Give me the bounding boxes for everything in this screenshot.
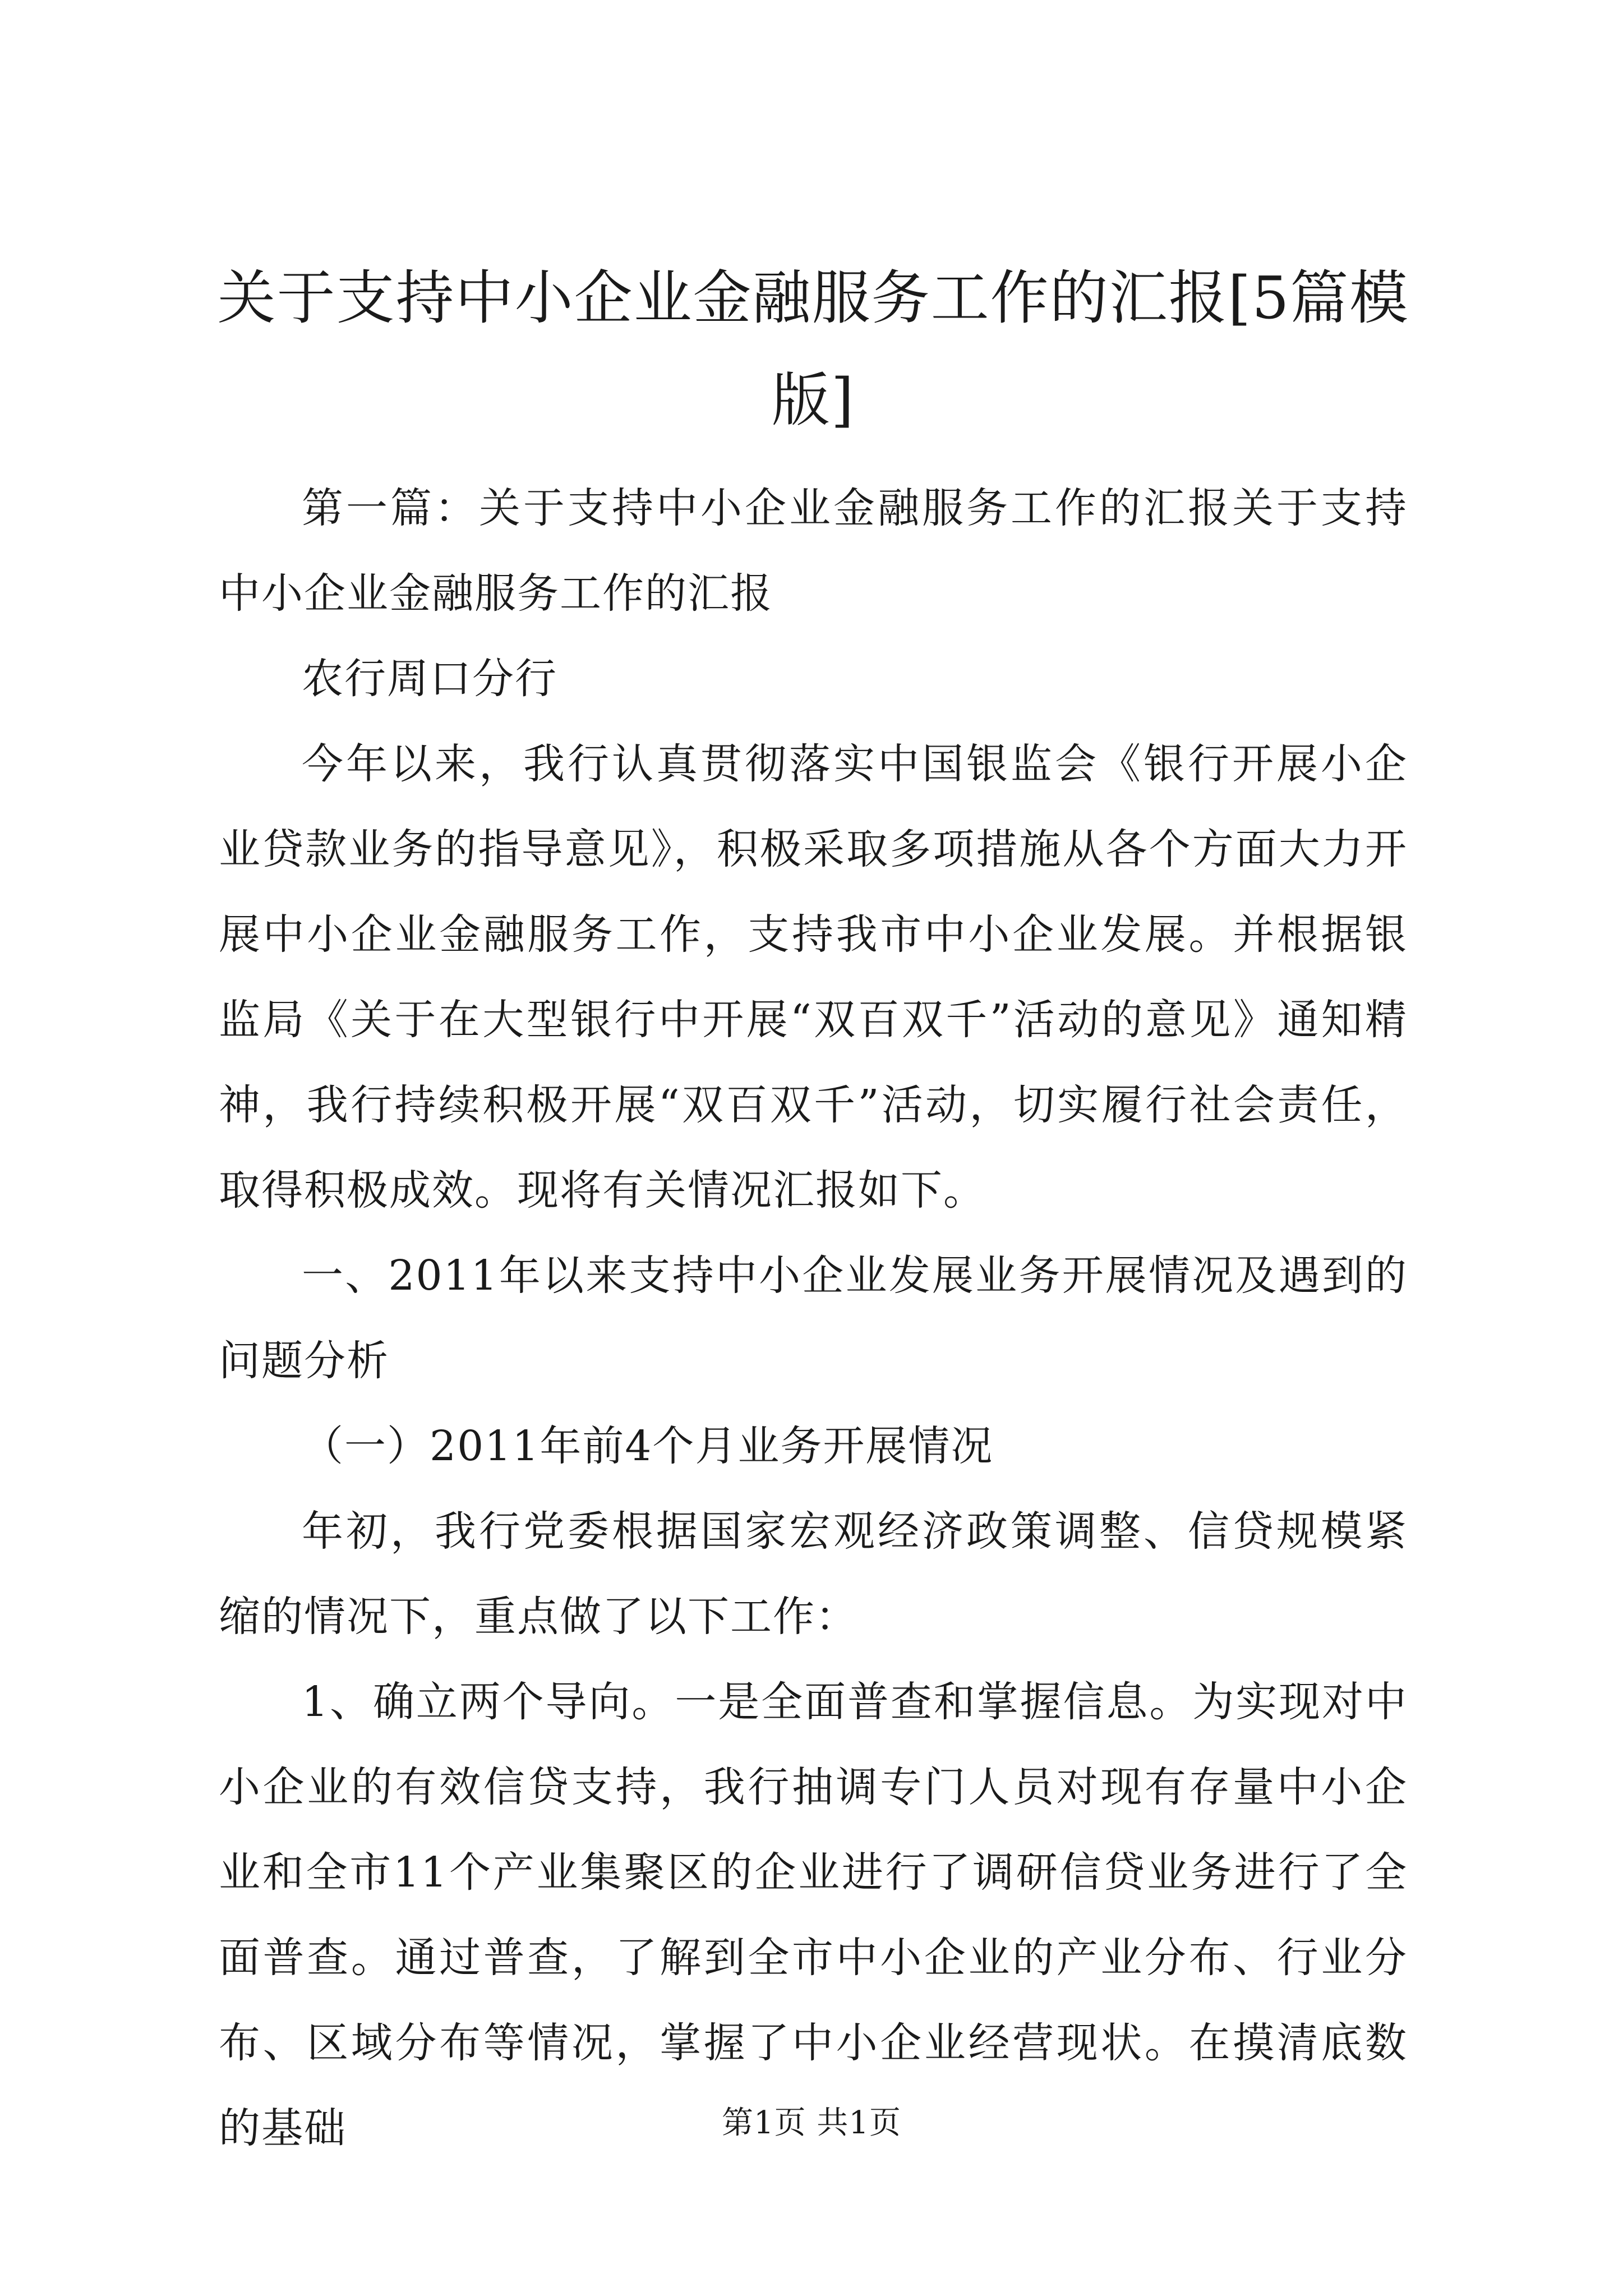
- paragraph: 年初，我行党委根据国家宏观经济政策调整、信贷规模紧缩的情况下，重点做了以下工作：: [219, 1507, 1408, 1641]
- page-footer: 第1页 共1页: [721, 2105, 902, 2141]
- paragraph: （一）2011年前4个月业务开展情况: [302, 1422, 994, 1470]
- paragraph: 农行周口分行: [302, 655, 557, 703]
- document-body: [219, 466, 1408, 2171]
- paragraph: 今年以来，我行认真贯彻落实中国银监会《银行开展小企业贷款业务的指导意见》，积极采取多项措施从各个方面大力开展中小企业金融服务工作，支持我市中小企业发展。并根据银监局《关于在大型银行中开展“双百双千”活动的意见》通知精神，我行持续积极开展“双百双千”活动，切实履行社会责任，取得积极成效。现将有关情况汇报如下。: [219, 740, 1408, 1214]
- document-title: 关于支持中小企业金融服务工作的汇报[5篇模版]: [217, 264, 1409, 434]
- paragraph: 一、2011年以来支持中小企业发展业务开展情况及遇到的问题分析: [219, 1251, 1408, 1385]
- paragraph: 第一篇：关于支持中小企业金融服务工作的汇报关于支持中小企业金融服务工作的汇报: [219, 484, 1408, 618]
- paragraph: 1、确立两个导向。一是全面普查和掌握信息。为实现对中小企业的有效信贷支持，我行抽调专门人员对现有存量中小企业和全市11个产业集聚区的企业进行了调研信贷业务进行了全面普查。通过普查，了解到全市中小企业的产业分布、行业分布、区域分布等情况，掌握了中小企业经营现状。在摸清底数的基础: [219, 1678, 1408, 2152]
